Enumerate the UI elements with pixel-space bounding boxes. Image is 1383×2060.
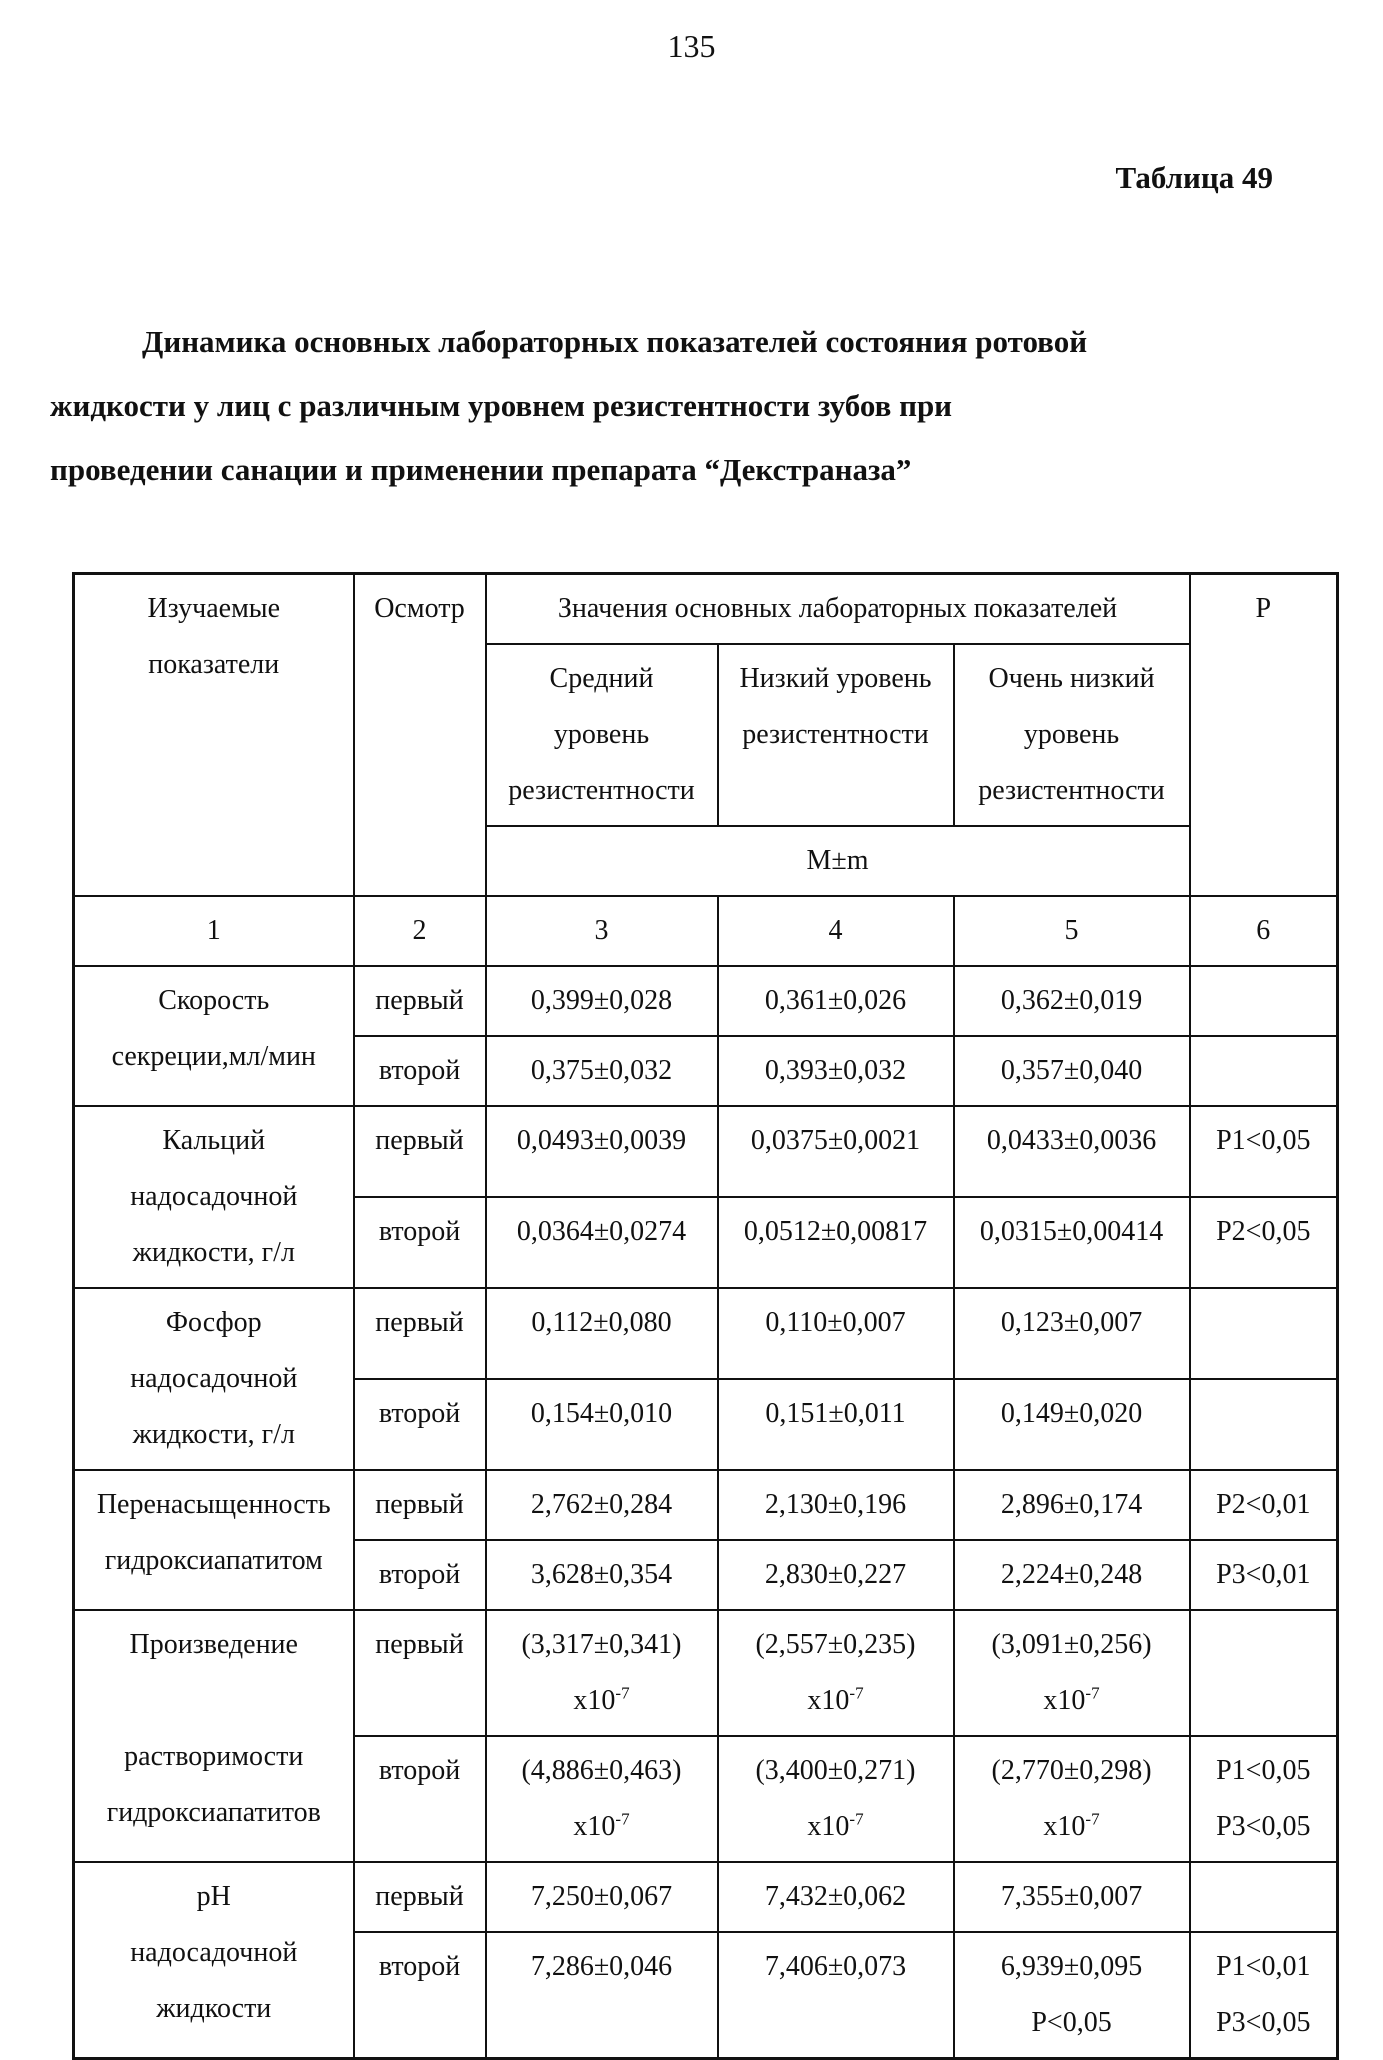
indicator-name: Фосфор надосадочной жидкости, г/л <box>74 1288 354 1470</box>
value-medium: 3,628±0,354 <box>486 1540 718 1610</box>
value-very-low: 2,224±0,248 <box>954 1540 1190 1610</box>
value-medium: 2,762±0,284 <box>486 1470 718 1540</box>
exam-cell: первый <box>354 1862 486 1932</box>
p-value: P2<0,05 <box>1190 1197 1338 1288</box>
column-number: 2 <box>354 896 486 966</box>
table-row <box>74 1106 1338 1197</box>
indicator-name: Произведение растворимости гидроксиапатитов <box>74 1610 354 1862</box>
p-value <box>1190 966 1338 1036</box>
exam-cell: второй <box>354 1932 486 2059</box>
value-medium: 0,0493±0,0039 <box>486 1106 718 1197</box>
header-p: Р <box>1190 574 1338 897</box>
value-very-low: (3,091±0,256) $x10^{-7}$ <box>954 1610 1190 1736</box>
value-low: 0,110±0,007 <box>718 1288 954 1379</box>
column-number-row <box>74 896 1338 966</box>
value-medium: 0,375±0,032 <box>486 1036 718 1106</box>
column-number: 3 <box>486 896 718 966</box>
header-mean-error: M±m <box>486 826 1190 896</box>
lab-indicators-table <box>72 572 1339 2060</box>
value-very-low: 0,123±0,007 <box>954 1288 1190 1379</box>
p-value: P1<0,05 P3<0,05 <box>1190 1736 1338 1862</box>
p-value <box>1190 1610 1338 1736</box>
value-low: 0,393±0,032 <box>718 1036 954 1106</box>
value-low: 0,0512±0,00817 <box>718 1197 954 1288</box>
value-medium: (3,317±0,341) $x10^{-7}$ <box>486 1610 718 1736</box>
p-value <box>1190 1862 1338 1932</box>
value-very-low: 6,939±0,095 P<0,05 <box>954 1932 1190 2059</box>
exam-cell: второй <box>354 1540 486 1610</box>
value-medium: 7,286±0,046 <box>486 1932 718 2059</box>
header-low-level: Низкий уровень резистентности <box>718 644 954 826</box>
value-medium: 0,399±0,028 <box>486 966 718 1036</box>
indicator-name: Кальций надосадочной жидкости, г/л <box>74 1106 354 1288</box>
value-medium: 0,112±0,080 <box>486 1288 718 1379</box>
table-row <box>74 1470 1338 1540</box>
value-medium: 0,154±0,010 <box>486 1379 718 1470</box>
table-row <box>74 1862 1338 1932</box>
value-very-low: 7,355±0,007 <box>954 1862 1190 1932</box>
header-very-low-level: Очень низкий уровень резистентности <box>954 644 1190 826</box>
header-medium-level: Средний уровень резистентности <box>486 644 718 826</box>
exam-cell: первый <box>354 1470 486 1540</box>
table-row <box>74 1288 1338 1379</box>
page-number: 135 <box>667 28 716 64</box>
value-medium: (4,886±0,463) $x10^{-7}$ <box>486 1736 718 1862</box>
p-value <box>1190 1379 1338 1470</box>
value-very-low: 0,0315±0,00414 <box>954 1197 1190 1288</box>
table-heading <box>50 310 1274 502</box>
p-value: P1<0,05 <box>1190 1106 1338 1197</box>
value-medium: 0,0364±0,0274 <box>486 1197 718 1288</box>
value-very-low: 0,357±0,040 <box>954 1036 1190 1106</box>
exam-cell: второй <box>354 1197 486 1288</box>
header-exam: Осмотр <box>354 574 486 897</box>
column-number: 1 <box>74 896 354 966</box>
value-low: 2,130±0,196 <box>718 1470 954 1540</box>
exam-cell: первый <box>354 1106 486 1197</box>
value-very-low: 0,0433±0,0036 <box>954 1106 1190 1197</box>
header-row <box>74 574 1338 645</box>
value-low: (3,400±0,271) $x10^{-7}$ <box>718 1736 954 1862</box>
value-low: 2,830±0,227 <box>718 1540 954 1610</box>
exam-cell: первый <box>354 1288 486 1379</box>
value-very-low: 2,896±0,174 <box>954 1470 1190 1540</box>
table-row <box>74 1610 1338 1736</box>
value-low: 0,151±0,011 <box>718 1379 954 1470</box>
header-indicators: Изучаемые показатели <box>74 574 354 897</box>
heading-line-1: Динамика основных лабораторных показателей состояния ротовой <box>142 324 1088 359</box>
exam-cell: второй <box>354 1036 486 1106</box>
value-very-low: 0,362±0,019 <box>954 966 1190 1036</box>
table-row <box>74 966 1338 1036</box>
indicator-name: Перенасыщенность гидроксиапатитом <box>74 1470 354 1610</box>
value-low: 0,0375±0,0021 <box>718 1106 954 1197</box>
column-number: 4 <box>718 896 954 966</box>
column-number: 6 <box>1190 896 1338 966</box>
p-value <box>1190 1288 1338 1379</box>
value-low: 7,432±0,062 <box>718 1862 954 1932</box>
column-number: 5 <box>954 896 1190 966</box>
value-low: 0,361±0,026 <box>718 966 954 1036</box>
value-medium: 7,250±0,067 <box>486 1862 718 1932</box>
heading-line-2: жидкости у лиц с различным уровнем резистентности зубов при <box>50 388 953 423</box>
p-value: P3<0,01 <box>1190 1540 1338 1610</box>
value-very-low: (2,770±0,298) $x10^{-7}$ <box>954 1736 1190 1862</box>
heading-line-3: проведении санации и применении препарата “Декстраназа” <box>50 452 912 487</box>
table-label: Таблица 49 <box>1115 160 1273 195</box>
p-value: P1<0,01 P3<0,05 <box>1190 1932 1338 2059</box>
header-values-group: Значения основных лабораторных показателей <box>486 574 1190 645</box>
exam-cell: второй <box>354 1736 486 1862</box>
p-value: P2<0,01 <box>1190 1470 1338 1540</box>
exam-cell: второй <box>354 1379 486 1470</box>
indicator-name: Скорость секреции,мл/мин <box>74 966 354 1106</box>
value-very-low: 0,149±0,020 <box>954 1379 1190 1470</box>
exam-cell: первый <box>354 966 486 1036</box>
indicator-name: pH надосадочной жидкости <box>74 1862 354 2059</box>
value-low: (2,557±0,235) $x10^{-7}$ <box>718 1610 954 1736</box>
exam-cell: первый <box>354 1610 486 1736</box>
p-value <box>1190 1036 1338 1106</box>
value-low: 7,406±0,073 <box>718 1932 954 2059</box>
